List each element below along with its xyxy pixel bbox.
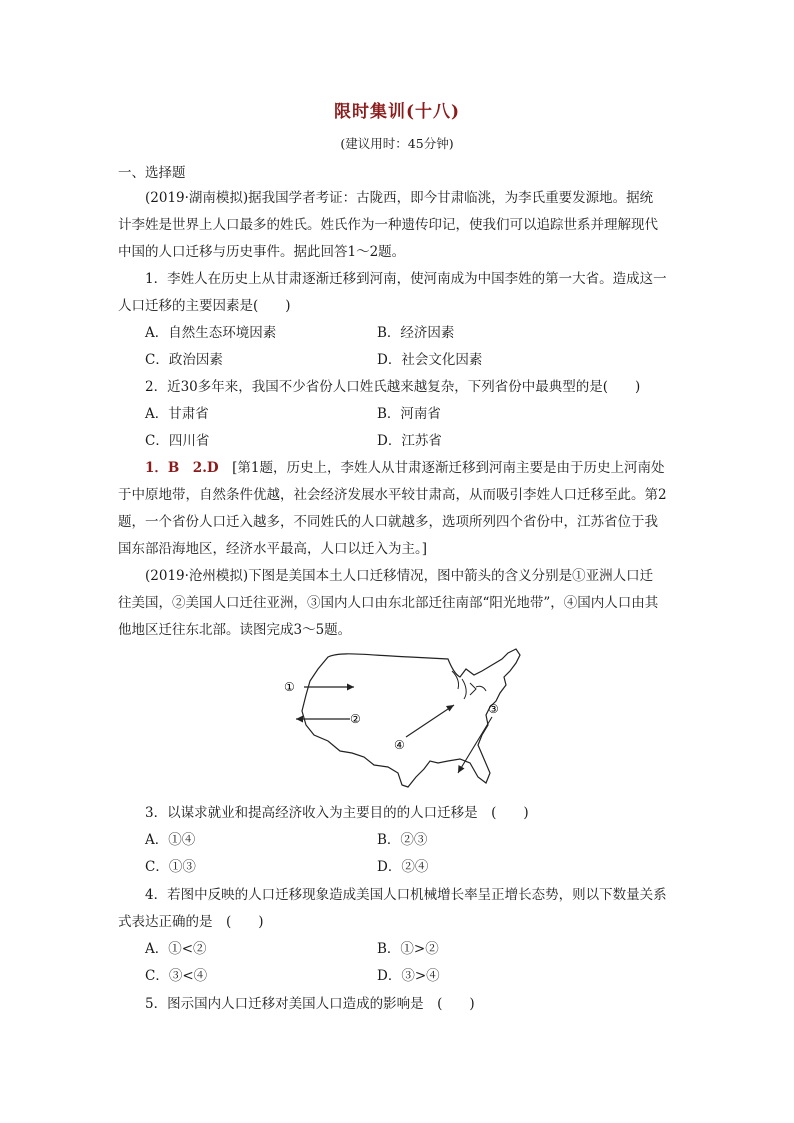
q3-option-b: B．②③ (377, 832, 428, 848)
q2-stem: 2．近30多年来，我国不少省份人口姓氏越来越复杂，下列省份中最典型的是( ) (145, 379, 641, 395)
q1-stem: 人口迁移的主要因素是( ) (118, 298, 291, 314)
us-migration-map (270, 645, 540, 795)
q1-option-b: B．经济因素 (377, 325, 455, 341)
q1-option-c: C．政治因素 (145, 352, 223, 368)
q4-stem: 式表达正确的是 ( ) (118, 914, 264, 930)
q2-option-b: B．河南省 (377, 406, 441, 422)
us-outline (302, 649, 520, 787)
q4-option-b: B．①>② (377, 941, 439, 957)
section-heading: 一、选择题 (118, 165, 186, 181)
q1-stem: 1．李姓人在历史上从甘肃逐渐迁移到河南，使河南成为中国李姓的第一大省。造成这一 (145, 271, 667, 287)
passage1-line: 计李姓是世界上人口最多的姓氏。姓氏作为一种遗传印记，使我们可以追踪世系并理解现代 (118, 217, 658, 233)
answer-line: 国东部沿海地区，经济水平最高，人口以迁入为主。] (118, 541, 428, 557)
q3-option-c: C．①③ (145, 859, 196, 875)
q4-option-a: A．①<② (145, 941, 207, 957)
q2-option-a: A．甘肃省 (145, 406, 209, 422)
passage2-line: (2019·沧州模拟)下图是美国本土人口迁移情况，图中箭头的含义分别是①亚洲人口迁 (145, 568, 654, 584)
arrow-label-2: ② (350, 712, 361, 726)
arrow-label-1: ① (284, 680, 295, 694)
passage1-line: (2019·湖南模拟)据我国学者考证：古陇西，即今甘肃临洮，为李氏重要发源地。据统 (145, 190, 654, 206)
q4-option-c: C．③<④ (145, 968, 208, 984)
q3-stem: 3．以谋求就业和提高经济收入为主要目的的人口迁移是 ( ) (145, 805, 529, 821)
answer-explanation (145, 459, 711, 477)
answer-key: 1．B 2.D (145, 460, 219, 476)
arrow-4-icon (406, 705, 454, 737)
q1-option-a: A．自然生态环境因素 (145, 325, 277, 341)
answer-line: 于中原地带，自然条件优越，社会经济发展水平较甘肃高，从而吸引李姓人口迁移至此。第2 (118, 487, 667, 503)
arrow-label-3: ③ (488, 702, 499, 716)
q2-option-c: C．四川省 (145, 433, 210, 449)
page-title: 限时集训(十八) (333, 102, 461, 122)
answer-text: [第1题，历史上，李姓人从甘肃逐渐迁移到河南主要是由于历史上河南处 (232, 460, 665, 476)
q5-stem: 5．图示国内人口迁移对美国人口造成的影响是 ( ) (145, 996, 475, 1012)
q2-option-d: D．江苏省 (377, 433, 442, 449)
q4-stem: 4．若图中反映的人口迁移现象造成美国人口机械增长率呈正增长态势，则以下数量关系 (145, 887, 667, 903)
passage1-line: 中国的人口迁移与历史事件。据此回答1～2题。 (118, 244, 406, 260)
q4-option-d: D．③>④ (377, 968, 440, 984)
time-suggestion: (建议用时：45分钟) (340, 136, 454, 151)
passage2-line: 往美国，②美国人口迁往亚洲，③国内人口由东北部迁往南部“阳光地带”，④国内人口由其 (118, 595, 659, 611)
arrow-label-4: ④ (394, 738, 405, 752)
answer-line: 题，一个省份人口迁入越多，不同姓氏的人口就越多，选项所列四个省份中，江苏省位于我 (118, 514, 658, 530)
arrow-1-icon (304, 684, 354, 691)
q3-option-a: A．①④ (145, 832, 196, 848)
q1-option-d: D．社会文化因素 (377, 352, 483, 368)
q3-option-d: D．②④ (377, 859, 429, 875)
passage2-line: 他地区迁往东北部。读图完成3～5题。 (118, 622, 352, 638)
